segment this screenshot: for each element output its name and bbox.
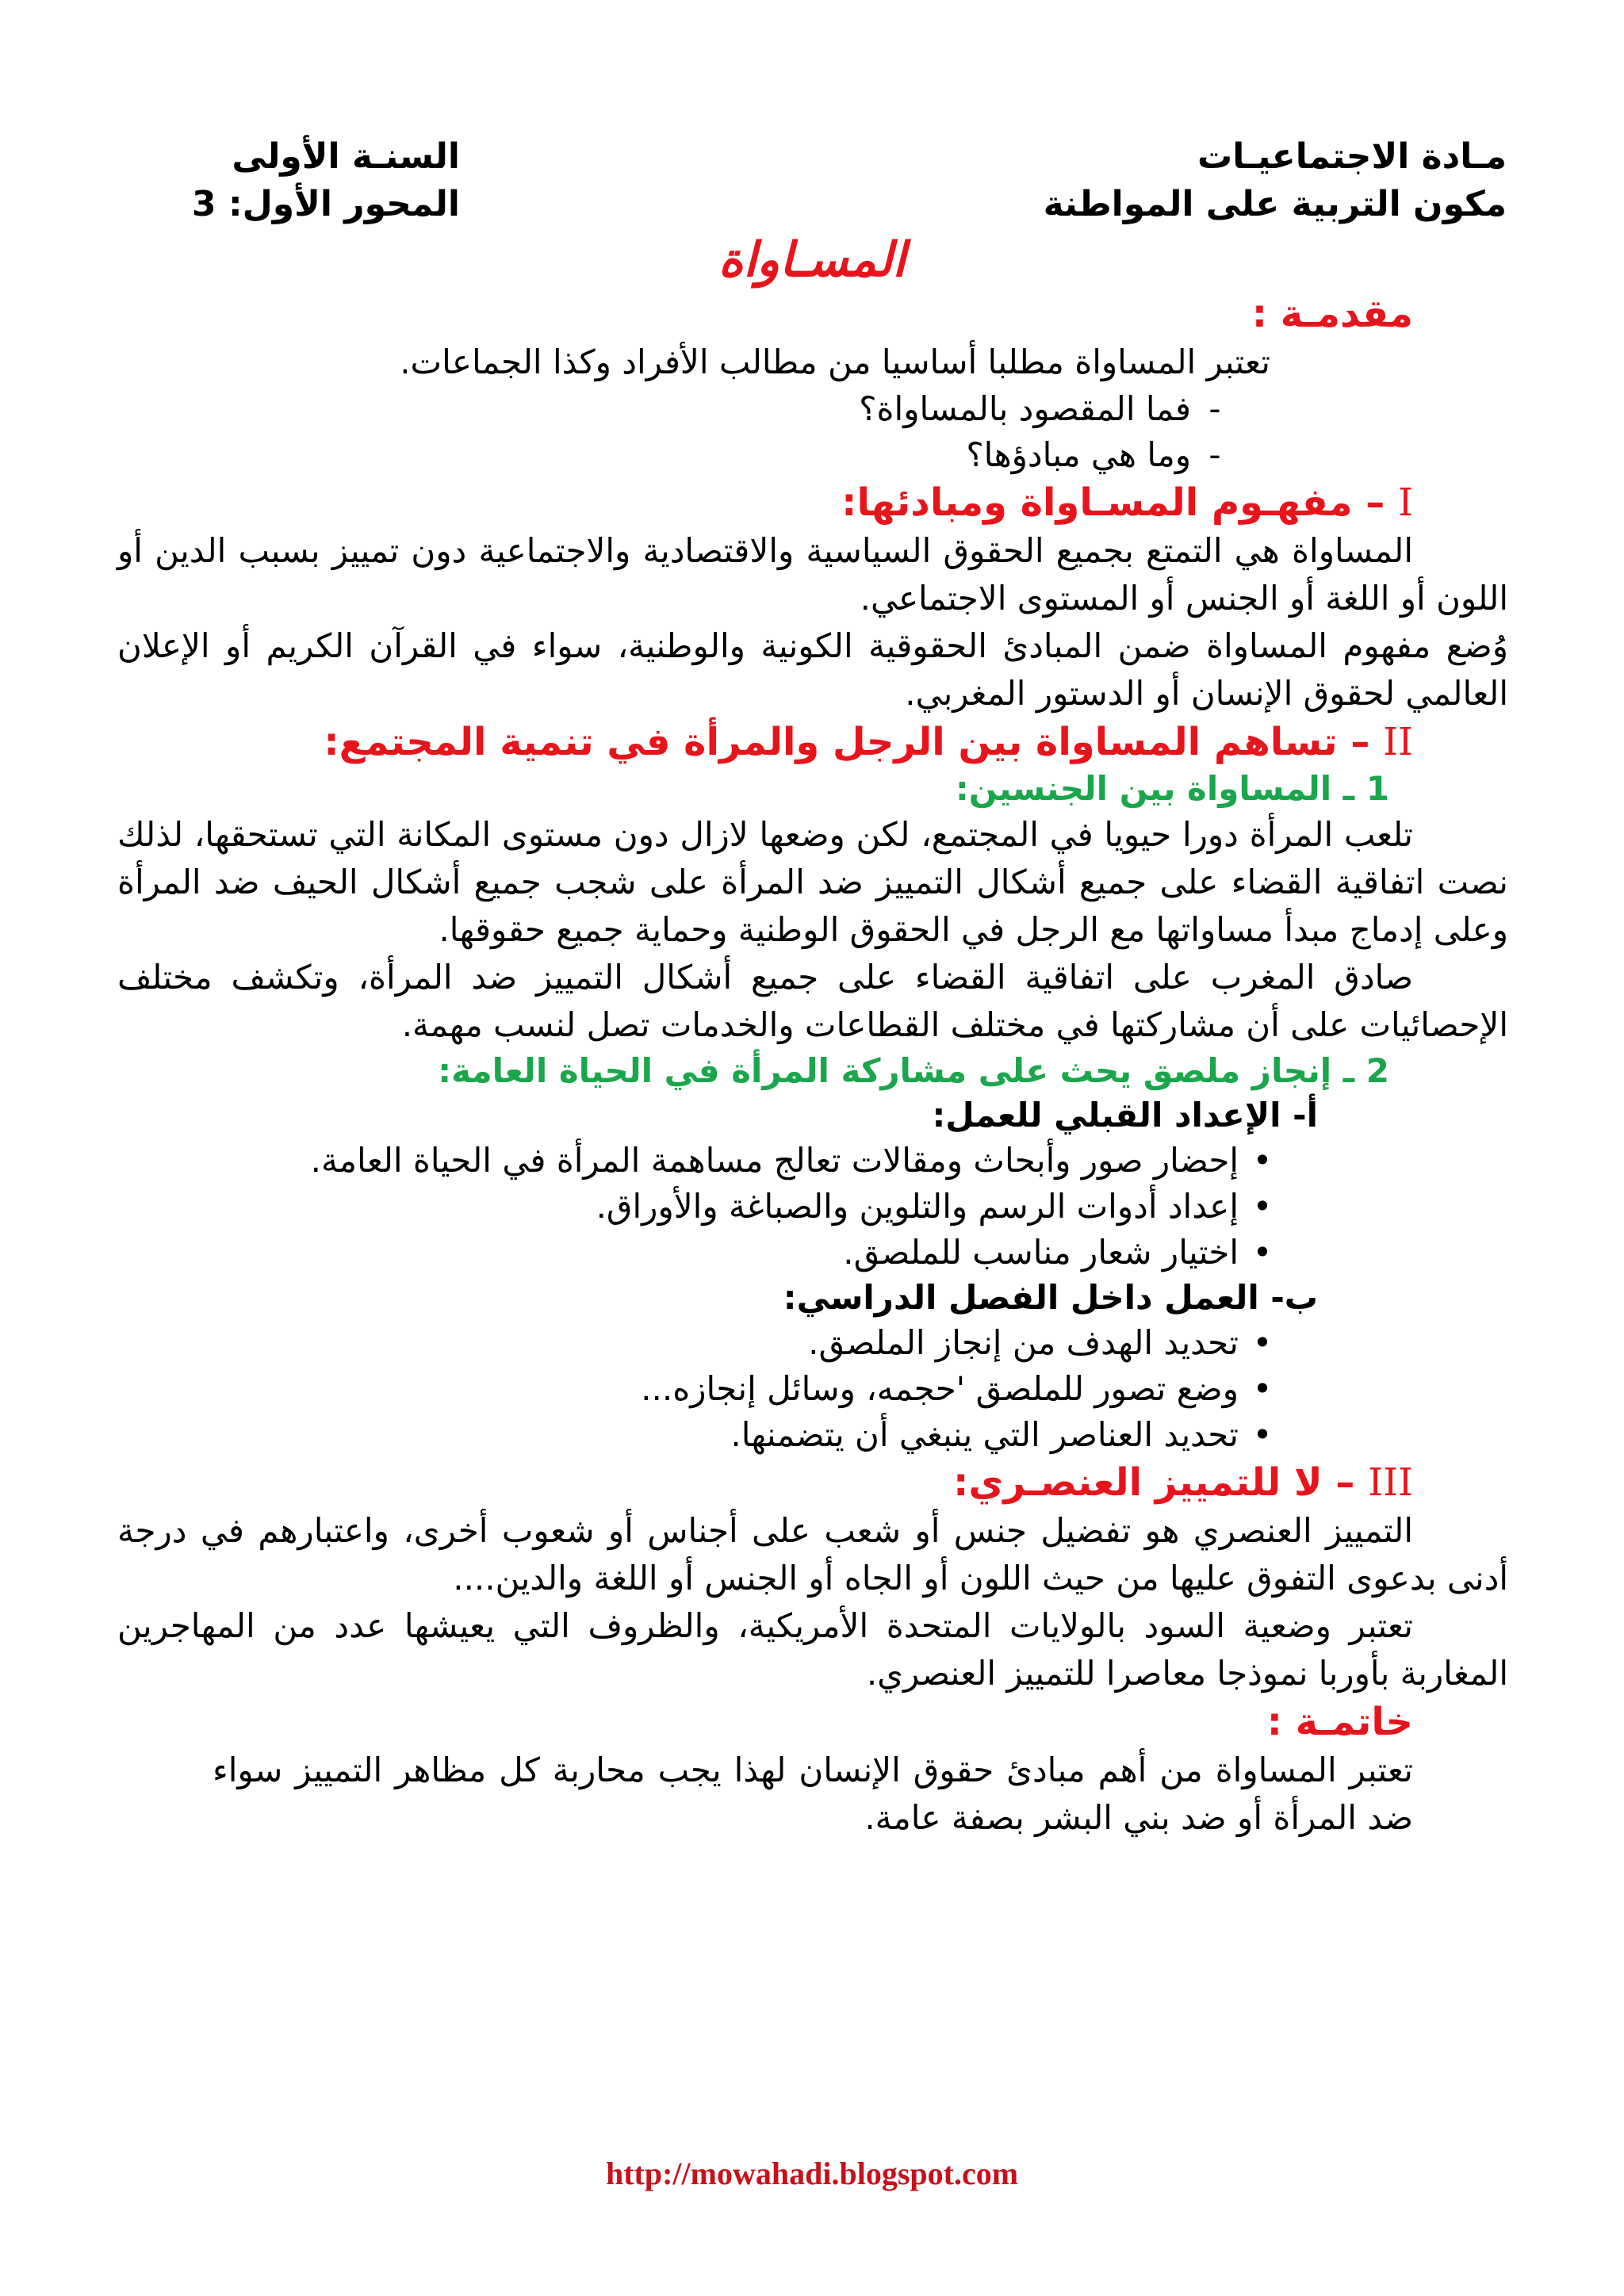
part-b-list [117,1320,1286,1458]
intro-question: -فما المقصود بالمساواة؟ [859,389,1221,428]
section-1-paragraph: المساواة هي التمتع بجميع الحقوق السياسية والاقتصادية والاجتماعية دون تمييز بسبب الدين أو اللون أو اللغة أو الجنس أو المستوى الاجتماعي. [117,531,1508,618]
conclusion-heading: خاتمـة : [1266,1700,1413,1744]
subsection-1-paragraph: صادق المغرب على اتفاقية القضاء على جميع أشكال التمييز ضد المرأة، وتكشف مختلف الإحصائيات على أن مشاركتها في مختلف القطاعات والخدمات تصل لنسب مهمة. [117,958,1508,1044]
intro-text: تعتبر المساواة مطلبا أساسيا من مطالب الأفراد وكذا الجماعات. [400,342,1270,381]
section-3-heading: III – لا للتمييز العنصـري: [953,1460,1413,1505]
footer-url[interactable]: http://mowahadi.blogspot.com [605,2156,1019,2191]
part-b-heading: ب- العمل داخل الفصل الدراسي: [783,1278,1318,1317]
content-column [117,289,1508,1842]
subsection-2-heading: 2 ـ إنجاز ملصق يحث على مشاركة المرأة في الحياة العامة: [438,1051,1389,1090]
list-item: •تحديد الهدف من إنجاز الملصق. [808,1323,1273,1362]
list-item: •إحضار صور وأبحاث ومقالات تعالج مساهمة المرأة في الحياة العامة. [310,1141,1273,1180]
subject-label: مـادة الاجتماعيـات [1197,136,1507,177]
list-item: •اختيار شعار مناسب للملصق. [843,1233,1273,1272]
part-a-heading: أ- الإعداد القبلي للعمل: [932,1096,1318,1135]
section-1-heading: I – مفهـوم المسـاواة ومبادئها: [841,480,1413,525]
section-2-heading: II – تساهم المساواة بين الرجل والمرأة في تنمية المجتمع: [324,720,1413,764]
section-3-paragraph: تعتبر وضعية السود بالولايات المتحدة الأمريكية، والظروف التي يعيشها عدد من المهاجرين المغاربة بأوربا نموذجا معاصرا للتمييز العنصري. [117,1606,1508,1693]
page-title: المسـاواة [718,232,906,288]
intro-questions [117,386,1239,478]
list-item: •إعداد أدوات الرسم والتلوين والصباغة والأوراق. [596,1187,1273,1226]
intro-heading: مقدمـة : [1251,292,1413,336]
part-a-list [117,1138,1286,1276]
subsection-1-heading: 1 ـ المساواة بين الجنسين: [956,769,1389,808]
section-1-paragraph: وُضع مفهوم المساواة ضمن المبادئ الحقوقية الكونية والوطنية، سواء في القرآن الكريم أو الإعلان العالمي لحقوق الإنسان أو الدستور المغربي. [117,626,1508,713]
section-3-paragraph: التمييز العنصري هو تفضيل جنس أو شعب على أجناس أو شعوب أخرى، واعتبارهم في درجة أدنى بدعوى التفوق عليها من حيث اللون أو الجاه أو الجنس أو اللغة والدين.... [117,1511,1508,1598]
intro-question: -وما هي مبادؤها؟ [966,435,1221,474]
year-label: السنـة الأولى [232,136,460,177]
list-item: •وضع تصور للملصق 'حجمه، وسائل إنجازه... [641,1369,1273,1408]
axis-label: المحور الأول: 3 [192,184,460,224]
list-item: •تحديد العناصر التي ينبغي أن يتضمنها. [730,1415,1273,1454]
component-label: مكون التربية على المواطنة [1043,184,1507,224]
conclusion-text: تعتبر المساواة من أهم مبادئ حقوق الإنسان لهذا يجب محاربة كل مظاهر التمييز سواء ضد المرأة أو ضد بني البشر بصفة عامة. [213,1751,1413,1837]
subsection-1-paragraph: تلعب المرأة دورا حيويا في المجتمع، لكن وضعها لازال دون مستوى المكانة التي تستحقها، لذلك نصت اتفاقية القضاء على جميع أشكال التمييز ضد المرأة على شجب جميع أشكال الحيف ضد المرأة وعلى إدماج مبدأ مساواتها مع الرجل في الحقوق الوطنية وحماية جميع حقوقها. [117,815,1508,949]
